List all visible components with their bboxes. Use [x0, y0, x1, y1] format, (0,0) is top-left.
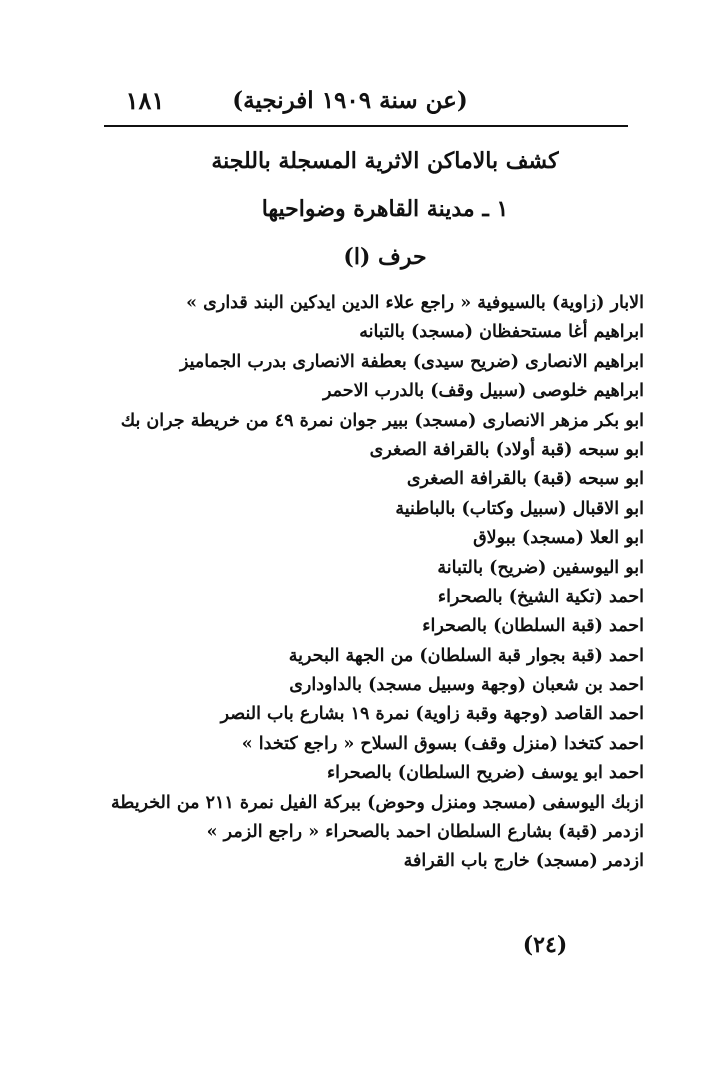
header-divider: [104, 125, 628, 127]
running-header-title: (عن سنة ١٩٠٩ افرنجية): [232, 87, 468, 114]
section-title: كشف بالاماكن الاثرية المسجلة باللجنة: [211, 148, 559, 174]
list-item: احمد (قبة بجوار قبة السلطان) من الجهة البحرية: [288, 645, 644, 666]
entry-list: [84, 289, 644, 877]
list-item: ابو العلا (مسجد) ببولاق: [473, 528, 644, 549]
header-page-number: ١٨١: [125, 86, 165, 115]
list-item: ابو سبحه (قبة أولاد) بالقرافة الصغرى: [369, 439, 644, 460]
footer-page-number: (٢٤): [522, 932, 568, 958]
list-item: ابو الاقبال (سبيل وكتاب) بالباطنية: [395, 498, 644, 519]
list-item: ابراهيم الانصارى (ضريح سيدى) بعطفة الانصارى بدرب الجماميز: [180, 351, 644, 372]
list-item: ازدمر (قبة) بشارع السلطان احمد بالصحراء « راجع الزمر »: [206, 822, 644, 843]
list-item: ابو سبحه (قبة) بالقرافة الصغرى: [406, 469, 644, 490]
list-item: احمد (قبة السلطان) بالصحراء: [422, 616, 644, 637]
list-item: احمد كتخدا (منزل وقف) بسوق السلاح « راجع كتخدا »: [241, 733, 644, 754]
list-item: ابراهيم أغا مستحفظان (مسجد) بالتبانه: [359, 322, 644, 343]
list-item: احمد القاصد (وجهة وقبة زاوية) نمرة ١٩ بشارع باب النصر: [220, 704, 644, 725]
list-item: ازبك اليوسفى (مسجد ومنزل وحوض) ببركة الفيل نمرة ٢١١ من الخريطة: [110, 792, 644, 813]
list-item: ابو اليوسفين (ضريح) بالتبانة: [437, 557, 644, 578]
list-item: الابار (زاوية) بالسيوفية « راجع علاء الدين ايدكين البند قدارى »: [186, 293, 644, 313]
subsection-title: ١ ـ مدينة القاهرة وضواحيها: [261, 196, 509, 222]
list-item: احمد بن شعبان (وجهة وسبيل مسجد) بالداودارى: [289, 675, 644, 696]
list-item: ازدمر (مسجد) خارج باب القرافة: [403, 851, 644, 872]
letter-heading: حرف (ا): [343, 244, 427, 270]
list-item: احمد ابو يوسف (ضريح السلطان) بالصحراء: [326, 763, 644, 784]
list-item: ابو بكر مزهر الانصارى (مسجد) ببير جوان نمرة ٤٩ من خريطة جران بك: [120, 410, 644, 431]
list-item: احمد (تكية الشيخ) بالصحراء: [437, 586, 644, 607]
list-item: ابراهيم خلوصى (سبيل وقف) بالدرب الاحمر: [322, 381, 644, 402]
